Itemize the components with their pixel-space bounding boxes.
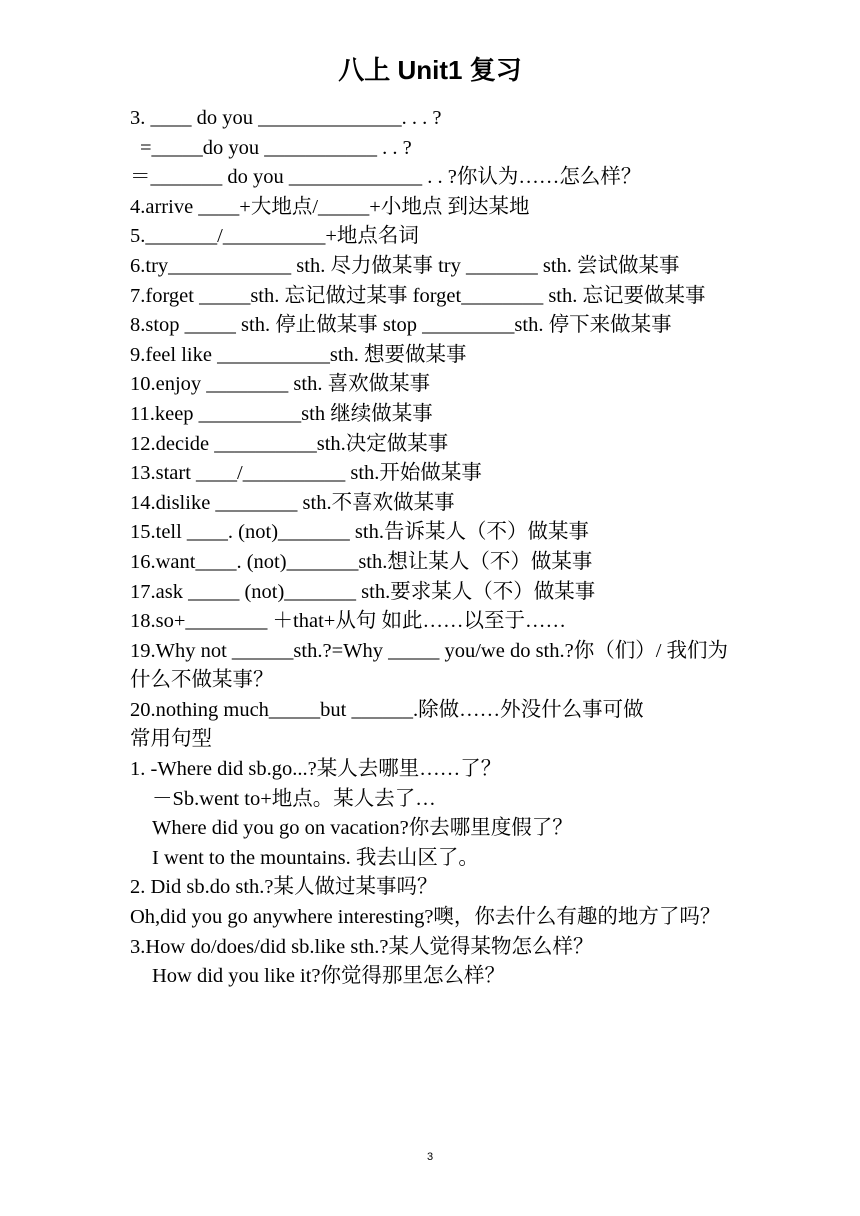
document-body	[130, 104, 730, 992]
text-line: 20.nothing much_____but ______.除做……外没什么事可做	[130, 698, 644, 721]
text-line: 12.decide __________sth.决定做某事	[130, 432, 449, 455]
text-line: Where did you go on vacation?你去哪里度假了？	[152, 817, 573, 840]
text-line: ＝_______ do you _____________ . . ?你认为……怎么样？	[130, 166, 642, 189]
text-line: 10.enjoy ________ sth. 喜欢做某事	[130, 373, 431, 396]
text-line: 7.forget _____sth. 忘记做过某事 forget________ sth. 忘记要做某事	[130, 284, 706, 307]
text-line: 1. -Where did sb.go...?某人去哪里……了？	[130, 758, 502, 781]
text-line: I went to the mountains. 我去山区了。	[152, 846, 479, 869]
section-heading: 常用句型	[130, 728, 212, 751]
text-line: 16.want____. (not)_______sth.想让某人（不）做某事	[130, 550, 593, 573]
text-line: 2. Did sb.do sth.?某人做过某事吗？	[130, 876, 438, 899]
text-line: Oh,did you go anywhere interesting?噢，你去什么有趣的地方了吗？ 3.How do/does/did sb.like sth.?某人觉得某物怎么样？	[130, 906, 721, 958]
text-line: How did you like it?你觉得那里怎么样？	[152, 965, 506, 988]
text-line: 8.stop _____ sth. 停止做某事 stop _________sth. 停下来做某事	[130, 314, 672, 337]
text-line: －Sb.went to+地点。某人去了…	[152, 787, 436, 810]
text-line: 3. ____ do you ______________. . . ?	[130, 107, 442, 129]
text-line: 19.Why not ______sth.?=Why _____ you/we do sth.?你（们）/ 我们为什么不做某事？	[130, 639, 729, 692]
text-line: 6.try____________ sth. 尽力做某事 try _______ sth. 尝试做某事	[130, 254, 680, 277]
text-line: =_____do you ___________ . . ?	[140, 136, 412, 159]
text-line: 4.arrive ____+大地点/_____+小地点 到达某地	[130, 195, 530, 218]
text-line: 15.tell ____. (not)_______ sth.告诉某人（不）做某事	[130, 521, 589, 544]
page-title: 八上 Unit1 复习	[338, 55, 522, 85]
text-line: 9.feel like ___________sth. 想要做某事	[130, 343, 467, 366]
text-line: 17.ask _____ (not)_______ sth.要求某人（不）做某事	[130, 580, 596, 603]
text-line: 18.so+________ ＋that+从句 如此……以至于……	[130, 610, 566, 633]
page-number: 3	[426, 1151, 434, 1163]
text-line: 11.keep __________sth 继续做某事	[130, 402, 433, 425]
text-line: 5._______/__________+地点名词	[130, 225, 419, 248]
text-line: 13.start ____/__________ sth.开始做某事	[130, 462, 482, 485]
text-line: 14.dislike ________ sth.不喜欢做某事	[130, 491, 455, 514]
